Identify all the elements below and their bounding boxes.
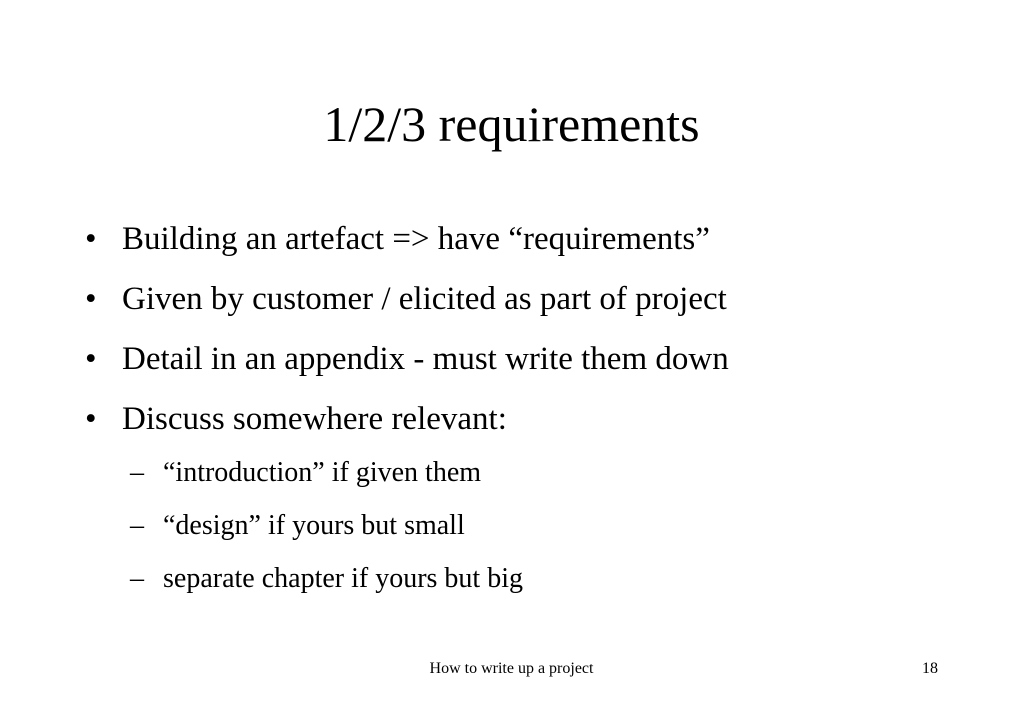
bullet-item xyxy=(85,391,985,451)
bullet-item xyxy=(85,271,985,331)
page-number: 18 xyxy=(922,660,938,677)
sub-bullet-item xyxy=(130,554,930,607)
bullet-marker: • xyxy=(85,401,97,437)
bullet-marker: • xyxy=(85,221,97,257)
bullet-marker: • xyxy=(85,281,97,317)
footer-title: How to write up a project xyxy=(429,660,594,677)
sub-bullet-marker: – xyxy=(130,510,144,541)
bullet-item xyxy=(85,211,985,271)
slide-title: 1/2/3 requirements xyxy=(323,96,700,152)
bullet-text: Discuss somewhere relevant: xyxy=(122,401,507,437)
sub-bullet-list xyxy=(130,448,930,607)
sub-bullet-text: “design” if yours but small xyxy=(163,510,465,541)
bullet-list xyxy=(85,211,985,451)
sub-bullet-item xyxy=(130,448,930,501)
sub-bullet-marker: – xyxy=(130,563,144,594)
sub-bullet-item xyxy=(130,501,930,554)
sub-bullet-text: “introduction” if given them xyxy=(163,457,482,488)
bullet-text: Detail in an appendix - must write them down xyxy=(122,341,729,377)
bullet-text: Building an artefact => have “requirements” xyxy=(122,221,710,257)
bullet-marker: • xyxy=(85,341,97,377)
sub-bullet-marker: – xyxy=(130,457,144,488)
sub-bullet-text: separate chapter if yours but big xyxy=(163,563,523,594)
bullet-item xyxy=(85,331,985,391)
bullet-text: Given by customer / elicited as part of project xyxy=(122,281,727,317)
